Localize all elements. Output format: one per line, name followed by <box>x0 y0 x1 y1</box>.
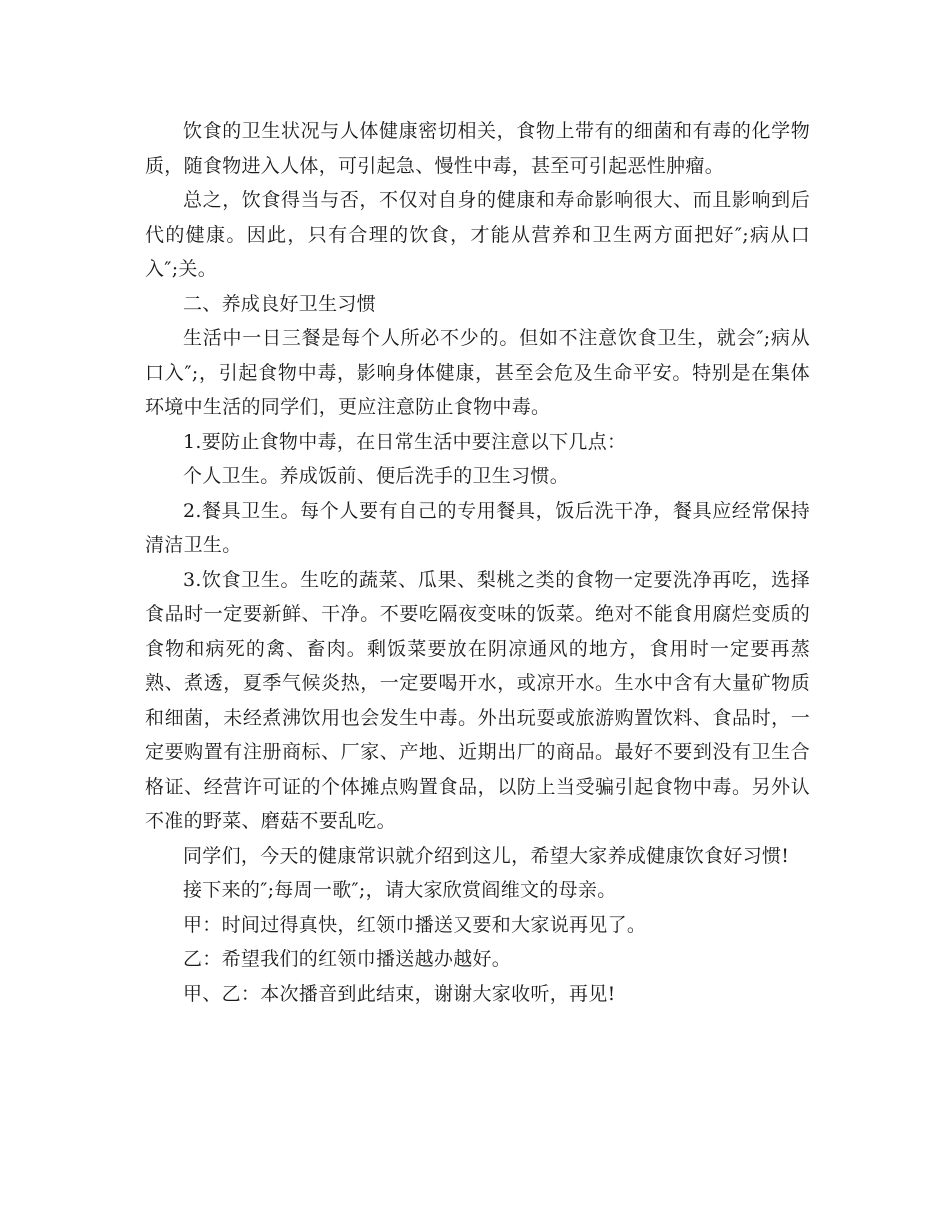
paragraph-food-hygiene-health: 饮食的卫生状况与人体健康密切相关，食物上带有的细菌和有毒的化学物质，随食物进入人体，可引起急、慢性中毒，甚至可引起恶性肿瘤。 <box>145 120 810 177</box>
paragraph-closing-remark: 同学们，今天的健康常识就介绍到这儿，希望大家养成健康饮食好习惯! <box>183 844 790 867</box>
paragraph-summary: 总之，饮食得当与否，不仅对自身的健康和寿命影响很大、而且影响到后代的健康。因此，只有合理的饮食，才能从营养和卫生两方面把好″;病从口入″;关。 <box>145 189 810 280</box>
section-heading-good-habits: 二、养成良好卫生习惯 <box>183 292 377 315</box>
document-body <box>145 114 810 1011</box>
list-item-prevent-poisoning: 1.要防止食物中毒，在日常生活中要注意以下几点： <box>183 430 627 453</box>
dialogue-line-jia: 甲：时间过得真快，红领巾播送又要和大家说再见了。 <box>183 913 647 936</box>
list-item-tableware-hygiene: 2.餐具卫生。每个人要有自己的专用餐具，饭后洗干净，餐具应经常保持清洁卫生。 <box>145 499 810 556</box>
dialogue-line-yi: 乙：希望我们的红领巾播送越办越好。 <box>183 948 512 970</box>
list-item-diet-hygiene: 3.饮食卫生。生吃的蔬菜、瓜果、梨桃之类的食物一定要洗净再吃，选择食品时一定要新鲜、干净。不要吃隔夜变味的饭菜。绝对不能食用腐烂变质的食物和病死的禽、畜肉。剩饭菜要放在阴凉通风的地方，食用时一定要再蒸熟、煮透，夏季气候炎热，一定要喝开水，或凉开水。生水中含有大量矿物质和细菌，未经煮沸饮用也会发生中毒。外出玩耍或旅游购置饮料、食品时，一定要购置有注册商标、厂家、产地、近期出厂的商品。最好不要到没有卫生合格证、经营许可证的个体摊点购置食品，以防上当受骗引起食物中毒。另外认不准的野菜、磨菇不要乱吃。 <box>145 568 810 832</box>
paragraph-three-meals: 生活中一日三餐是每个人所必不少的。但如不注意饮食卫生，就会″;病从口入″;，引起食物中毒，影响身体健康，甚至会危及生命平安。特别是在集体环境中生活的同学们，更应注意防止食物中毒。 <box>145 327 810 418</box>
list-item-personal-hygiene: 个人卫生。养成饭前、便后洗手的卫生习惯。 <box>183 465 570 487</box>
dialogue-line-jia-yi: 甲、乙：本次播音到此结束，谢谢大家收听，再见! <box>183 982 616 1005</box>
paragraph-weekly-song: 接下来的″;每周一歌″;，请大家欣赏阎维文的母亲。 <box>183 879 617 901</box>
